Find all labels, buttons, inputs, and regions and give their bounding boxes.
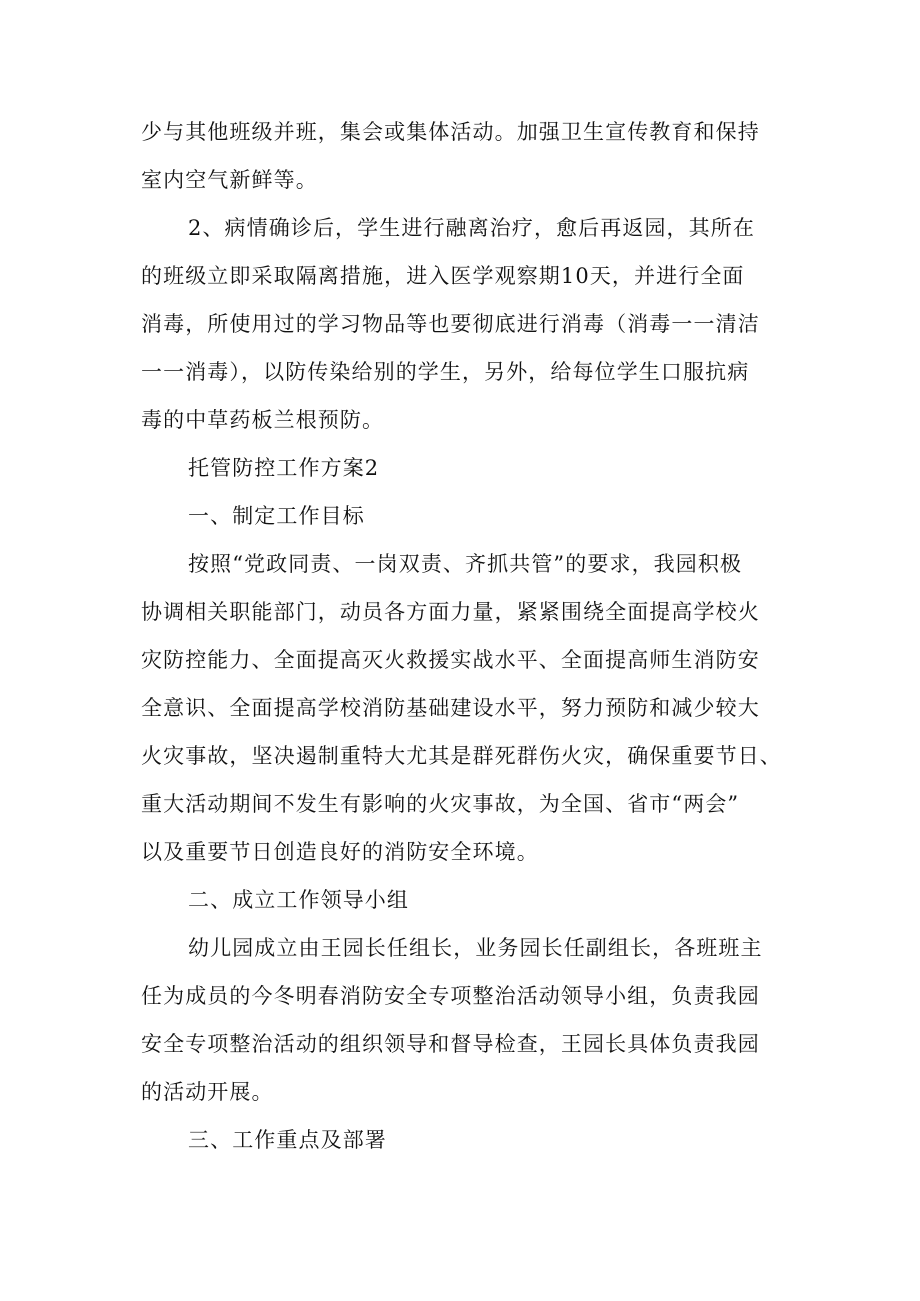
text-line: 任为成员的今冬明春消防安全专项整治活动领导小组，负责我园	[141, 984, 760, 1008]
section-heading-goals: 一、制定工作目标	[188, 504, 365, 528]
text-line: 室内空气新鲜等。	[141, 168, 318, 192]
text-line: 灾防控能力、全面提高灭火救援实战水平、全面提高师生消防安	[141, 648, 760, 672]
section-heading-plan-2: 托管防控工作方案2	[188, 456, 380, 480]
section-heading-work-focus: 三、工作重点及部署	[188, 1128, 387, 1152]
paragraph-start-line: 按照“党政同责、一岗双责、齐抓共管”的要求，我园积极	[188, 552, 743, 576]
text-line: 安全专项整治活动的组织领导和督导检查，王园长具体负责我园	[141, 1032, 760, 1056]
paragraph-start-line: 幼儿园成立由王园长任组长，业务园长任副组长，各班班主	[188, 936, 763, 960]
text-line: 以及重要节日创造良好的消防安全环境。	[141, 840, 539, 864]
text-line: 协调相关职能部门，动员各方面力量，紧紧围绕全面提高学校火	[141, 600, 760, 624]
section-heading-leadership-group: 二、成立工作领导小组	[188, 888, 409, 912]
paragraph-start-line: 2、病情确诊后，学生进行融离治疗，愈后再返园，其所在	[188, 216, 755, 240]
text-line: 的活动开展。	[141, 1080, 274, 1104]
text-line: 消毒，所使用过的学习物品等也要彻底进行消毒（消毒一一清洁	[141, 312, 760, 336]
text-line: 毒的中草药板兰根预防。	[141, 408, 385, 432]
text-line: 重大活动期间不发生有影响的火灾事故，为全国、省市“两会”	[141, 792, 740, 816]
text-line: 的班级立即采取隔离措施，进入医学观察期10天，并进行全面	[141, 264, 745, 288]
text-line: 火灾事故，坚决遏制重特大尤其是群死群伤火灾，确保重要节日、	[141, 744, 782, 768]
text-line: 全意识、全面提高学校消防基础建设水平，努力预防和减少较大	[141, 696, 760, 720]
text-line: 一一消毒），以防传染给别的学生，另外，给每位学生口服抗病	[141, 360, 750, 384]
text-line: 少与其他班级并班，集会或集体活动。加强卫生宣传教育和保持	[141, 120, 760, 144]
